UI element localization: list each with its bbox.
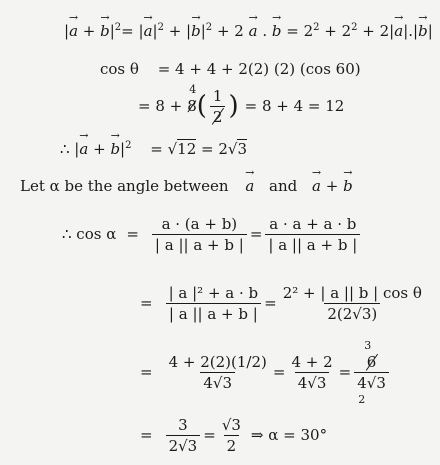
- eq3-result: = 8 + 4 = 12: [244, 97, 345, 115]
- fraction-2: $\frac{a \cdot a + a \cdot b}{| a || a + b |}$: [265, 215, 360, 254]
- cancel-result: 4: [189, 83, 197, 96]
- equation-line-9: = $\frac{3}{2√3}$ = $\frac{√3}{2}$ ⇒ α = 30°: [140, 415, 328, 455]
- cos-theta-label: cos θ: [100, 60, 139, 78]
- fraction-8: $\frac{3}{2√3}$: [166, 416, 201, 455]
- cos-alpha-label: ∴ cos α: [62, 225, 117, 243]
- equation-line-3: = 8 + 8 4 ( $\frac{1}{2}$ ) = 8 + 4 = 12: [138, 83, 345, 126]
- equation-line-5: Let α be the angle between → a and → a + → b: [20, 177, 353, 195]
- equation-line-8: = $\frac{4 + 2(2)(1/2)}{4√3}$ = $\frac{4 + 2}{4√3}$ = 3 6 4√3 2: [140, 340, 392, 404]
- statement-text: Let α be the angle between: [20, 177, 229, 195]
- cos-theta-expansion: = 4 + 4 + 2(2) (2) (cos 60): [157, 60, 361, 78]
- fraction-4: $\frac{\text{2² + | a || b | cos θ}}{2(2√3)}$: [282, 283, 422, 323]
- fraction-3: $\frac{\text{| a |² + a · b}}{| a || a + b |}$: [166, 284, 262, 323]
- equation-line-7: = $\frac{\text{| a |² + a · b}}{| a || a + b |}$ = $\frac{\text{2² + | a || b | cos θ}}{2(2√3)}$: [140, 275, 428, 331]
- fraction-5: $\frac{4 + 2(2)(1/2)}{4√3}$: [168, 352, 267, 392]
- eq3-lead: = 8 +: [138, 97, 183, 115]
- fraction-7: 3 6 4√3 2: [354, 353, 389, 392]
- fraction-9: $\frac{√3}{2}$: [221, 415, 241, 455]
- fraction-half: $\frac{1}{2}$: [210, 87, 226, 126]
- equation-line-2: [100, 60, 361, 78]
- fraction-6: $\frac{4 + 2}{4√3}$: [291, 352, 333, 392]
- equation-line-4: ∴ |→ a + → $b|^2 = √12 = 2√3$: [60, 140, 247, 158]
- equation-line-6: ∴ cos α = $\frac{a \cdot (a + b)}{| a || a + b |}$ = $\frac{a \cdot a + a \cdot b}{| a || a + b |}$: [62, 208, 363, 260]
- fraction-1: $\frac{a \cdot (a + b)}{| a || a + b |}$: [152, 215, 247, 254]
- struck-eight: 8 4: [187, 83, 197, 115]
- equation-line-1: |→ a + → $b|^2=$ |→ $a|^2$ + |→ $b|^2 + 2 \to a$ . → $b = 2^2 + 2^2 + 2|\to a|.|\to b|$: [64, 22, 433, 40]
